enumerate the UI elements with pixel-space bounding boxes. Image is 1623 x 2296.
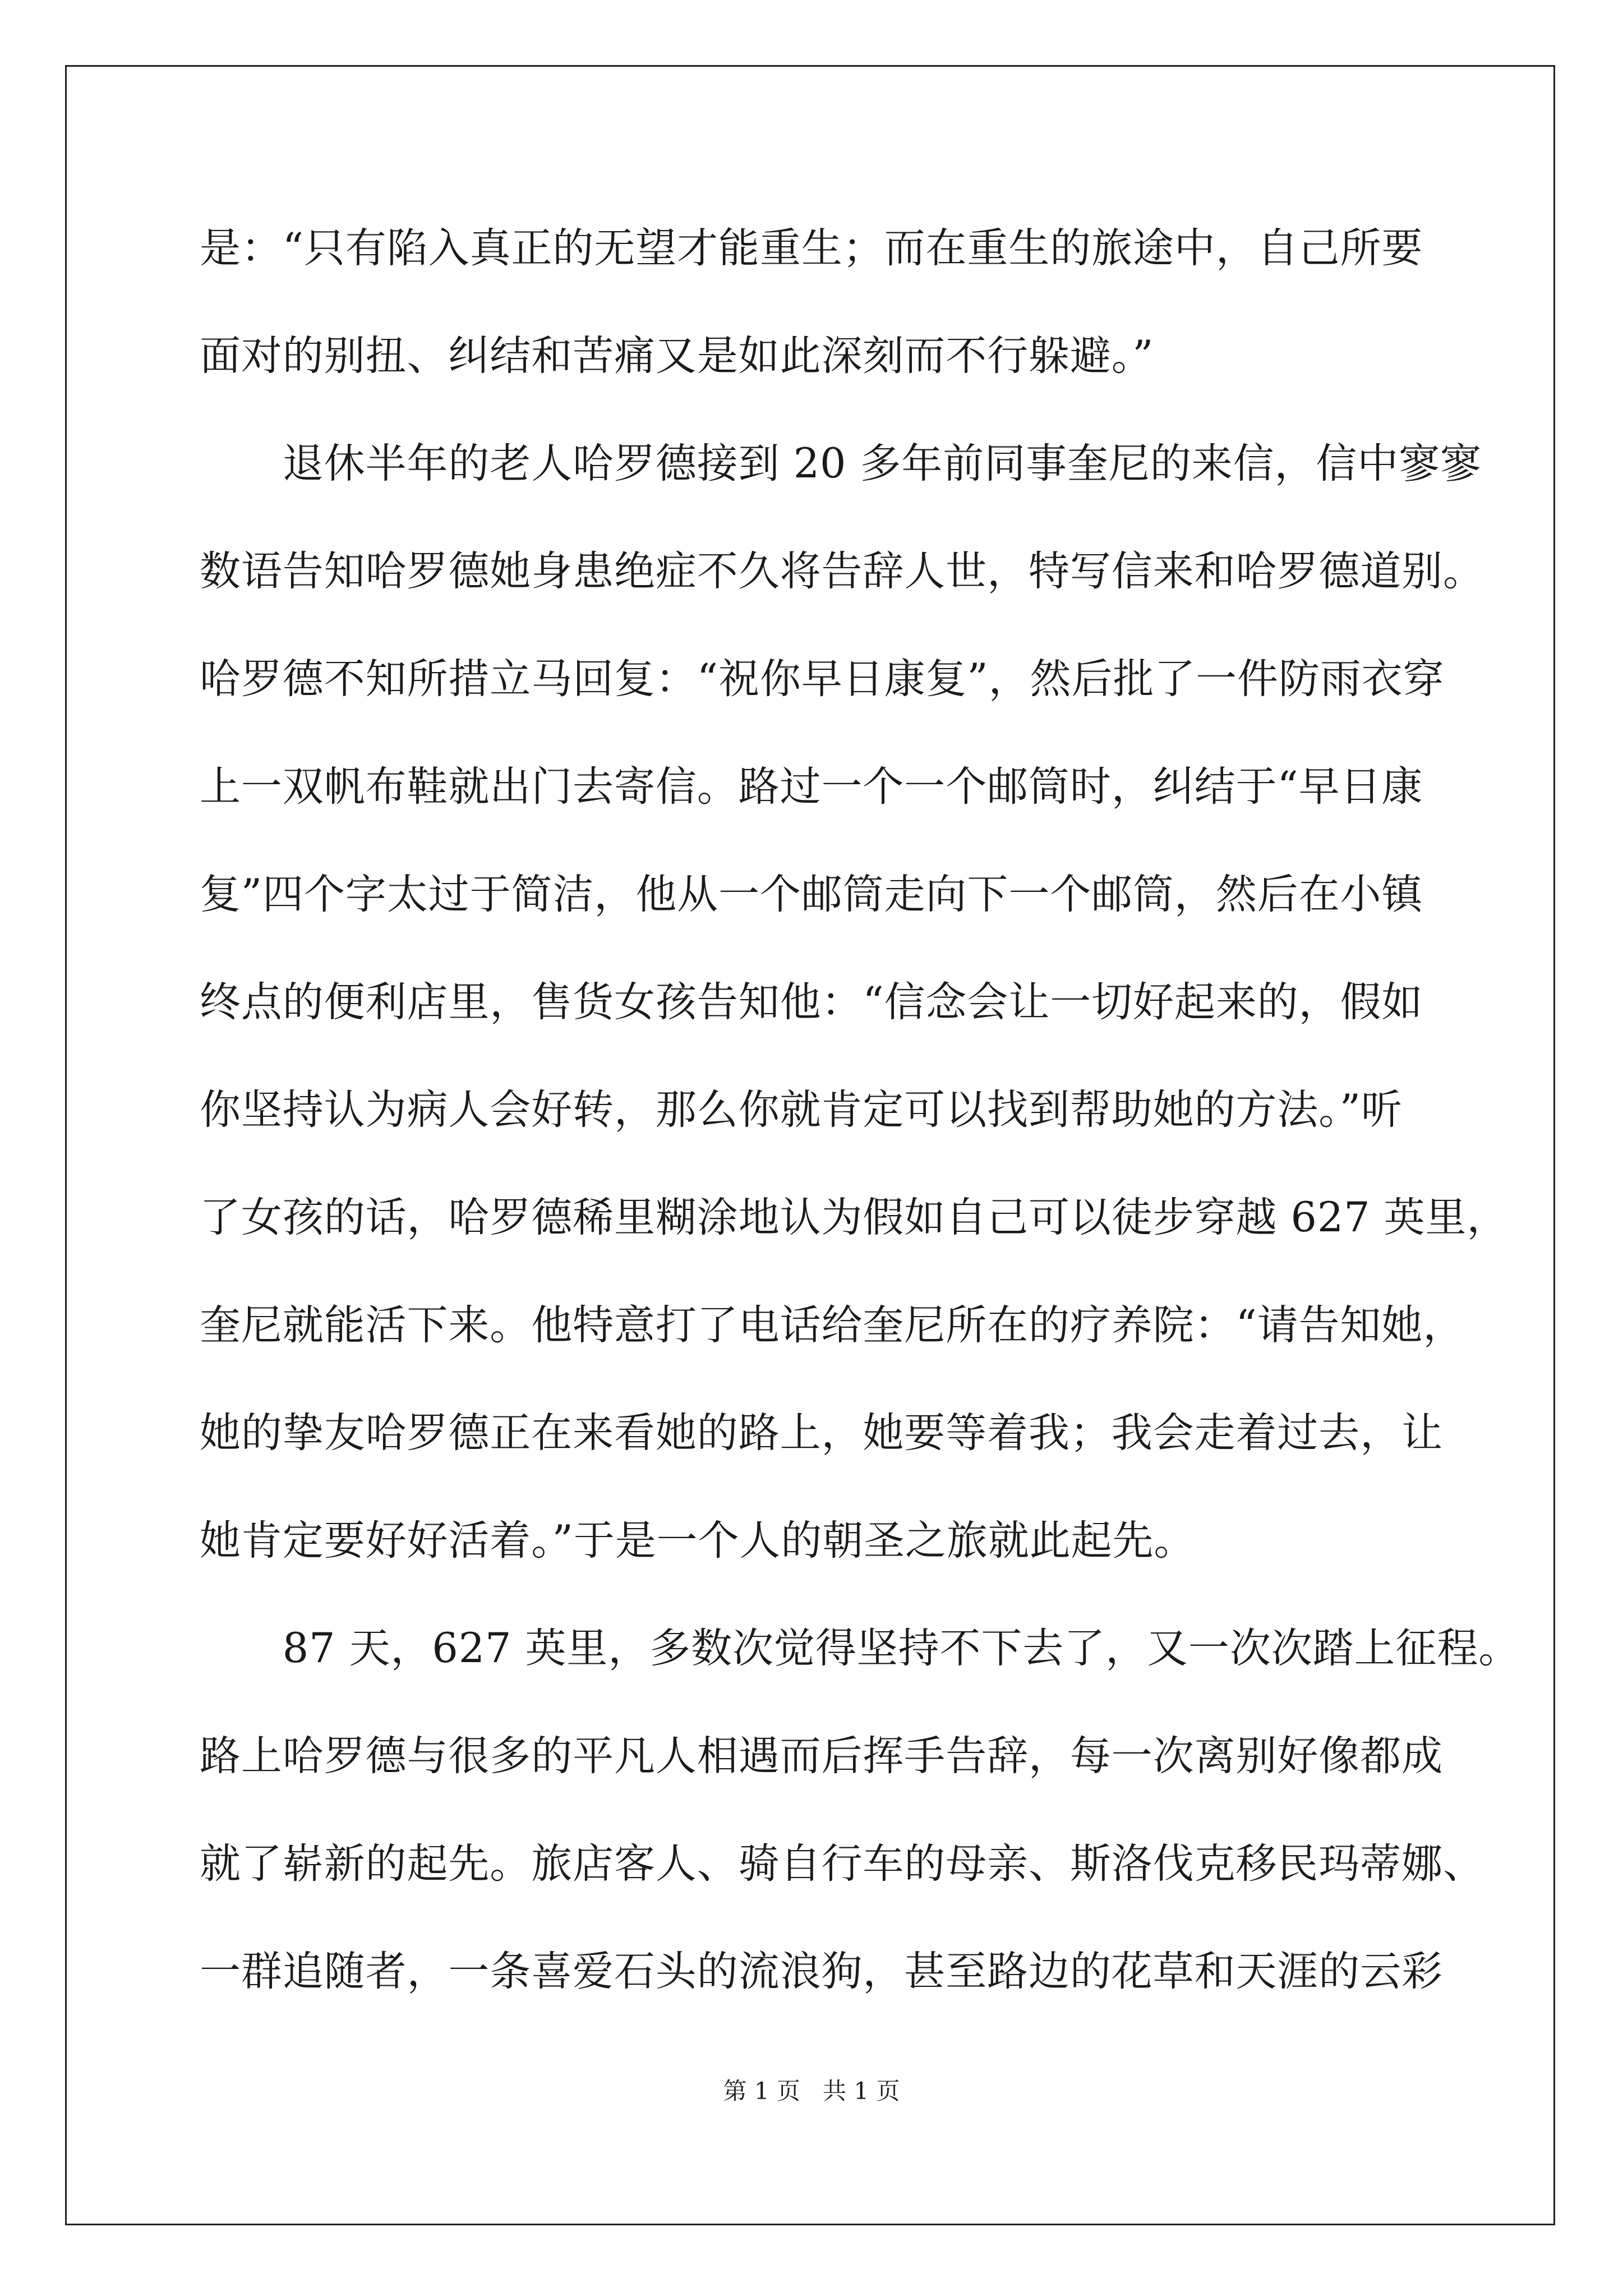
text-line: 哈罗德不知所措立马回复：“祝你早日康复”，然后批了一件防雨衣穿 (200, 655, 1445, 703)
text-line: 数语告知哈罗德她身患绝症不久将告辞人世，特写信来和哈罗德道别。 (200, 547, 1484, 595)
text-line: 奎尼就能活下来。他特意打了电话给奎尼所在的疗养院：“请告知她， (200, 1301, 1465, 1349)
text-line: 你坚持认为病人会好转，那么你就肯定可以找到帮助她的方法。”听 (200, 1086, 1403, 1134)
text-line: 终点的便利店里，售货女孩告知他：“信念会让一切好起来的，假如 (200, 978, 1423, 1026)
text-line: 上一双帆布鞋就出门去寄信。路过一个一个邮筒时，纠结于“早日康 (200, 763, 1423, 811)
text-line: 复”四个字太过于简洁，他从一个邮筒走向下一个邮筒，然后在小镇 (200, 871, 1423, 918)
page-border (65, 65, 1555, 2225)
text-line: 退休半年的老人哈罗德接到 20 多年前同事奎尼的来信，信中寥寥 (200, 440, 1482, 487)
text-line: 就了崭新的起先。旅店客人、骑自行车的母亲、斯洛伐克移民玛蒂娜、 (200, 1840, 1484, 1888)
text-line: 路上哈罗德与很多的平凡人相遇而后挥手告辞，每一次离别好像都成 (200, 1732, 1443, 1780)
text-line: 87 天，627 英里，多数次觉得坚持不下去了，又一次次踏上征程。 (200, 1625, 1520, 1672)
text-line: 她的挚友哈罗德正在来看她的路上，她要等着我；我会走着过去，让 (200, 1409, 1443, 1457)
text-line: 一群追随者，一条喜爱石头的流浪狗，甚至路边的花草和天涯的云彩 (200, 1948, 1443, 1995)
text-line: 她肯定要好好活着。”于是一个人的朝圣之旅就此起先。 (200, 1517, 1196, 1565)
text-line: 面对的别扭、纠结和苦痛又是如此深刻而不行躲避。” (200, 332, 1154, 380)
text-line: 了女孩的话，哈罗德稀里糊涂地认为假如自己可以徒步穿越 627 英里， (200, 1194, 1509, 1241)
page-number-footer: 第 1 页 共 1 页 (723, 2077, 900, 2105)
text-line: 是：“只有陷入真正的无望才能重生；而在重生的旅途中，自己所要 (200, 224, 1423, 272)
